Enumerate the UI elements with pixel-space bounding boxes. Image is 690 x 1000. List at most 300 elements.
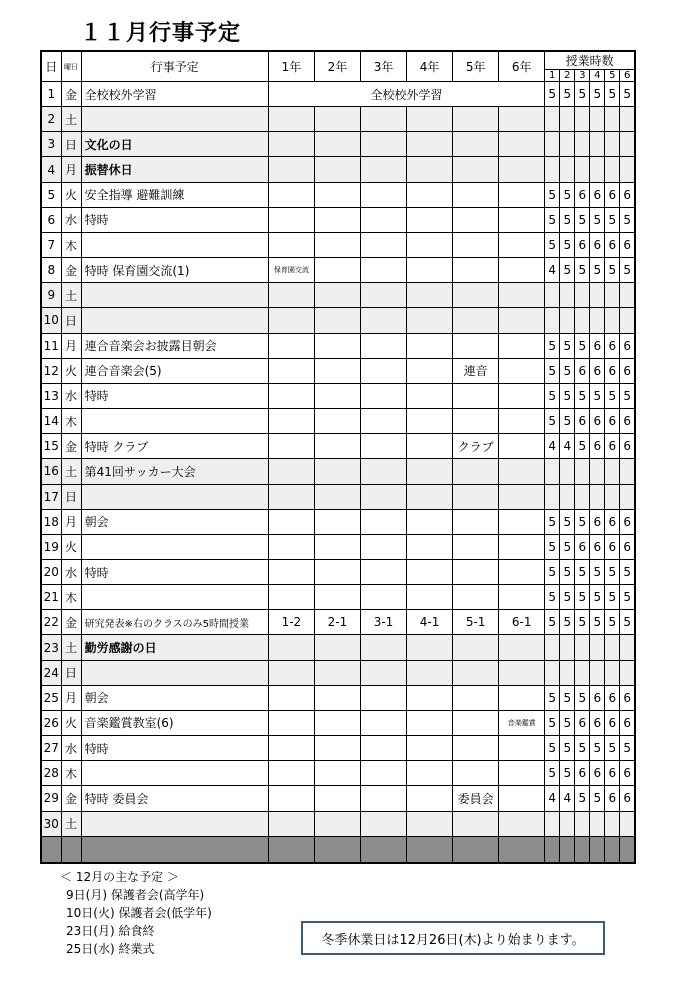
dow-cell: 水 [61,559,81,584]
header-grade-6: 6年 [499,51,545,82]
hours-cell: 5 [560,409,575,434]
grade-cell [268,559,314,584]
hours-cell [575,132,590,157]
dow-cell: 土 [61,283,81,308]
hours-cell: 5 [545,534,560,559]
hours-cell [575,635,590,660]
hours-cell: 5 [620,559,635,584]
hours-cell: 5 [590,207,605,232]
hours-cell: 6 [605,509,620,534]
grade-cell [453,710,499,735]
hours-cell: 5 [560,182,575,207]
hours-cell [575,811,590,836]
notes-heading: ＜ 12月の主な予定 ＞ [60,870,179,884]
hours-cell: 6 [590,534,605,559]
grade-cell [499,132,545,157]
hours-cell [545,107,560,132]
hours-cell: 5 [560,383,575,408]
event-cell [81,660,268,685]
schedule-row [41,685,635,710]
grade-cell [407,258,453,283]
hours-cell: 5 [545,182,560,207]
grade-cell [360,157,406,182]
schedule-table [40,50,636,864]
schedule-row [41,409,635,434]
hours-cell: 5 [545,761,560,786]
day-cell: 29 [41,786,61,811]
grade-cell [499,358,545,383]
grade-cell [360,459,406,484]
hours-cell [560,484,575,509]
grade-cell [360,534,406,559]
hours-cell: 4 [560,786,575,811]
hours-cell: 6 [605,534,620,559]
schedule-row [41,107,635,132]
hours-cell: 6 [575,232,590,257]
day-cell: 3 [41,132,61,157]
grade-cell [360,232,406,257]
footer-cell [560,836,575,863]
hours-cell: 6 [620,710,635,735]
hours-cell: 6 [605,409,620,434]
dow-cell: 土 [61,811,81,836]
hours-cell [605,484,620,509]
hours-cell: 6 [620,358,635,383]
grade-cell [407,635,453,660]
grade-cell [314,358,360,383]
hours-cell: 5 [605,383,620,408]
day-cell: 7 [41,232,61,257]
hours-cell [620,811,635,836]
dow-cell: 日 [61,132,81,157]
hours-cell: 5 [605,559,620,584]
hours-cell [590,811,605,836]
grade-cell [314,660,360,685]
hours-cell: 5 [545,585,560,610]
grade-cell [314,383,360,408]
winter-break-notice: 冬季休業日は12月26日(木)より始まります。 [301,921,605,955]
dow-cell: 金 [61,786,81,811]
schedule-row [41,333,635,358]
hours-cell: 5 [575,509,590,534]
event-cell [81,107,268,132]
day-cell: 9 [41,283,61,308]
grade-cell [407,333,453,358]
day-cell: 2 [41,107,61,132]
hours-cell [620,107,635,132]
hours-cell: 6 [605,710,620,735]
hours-cell: 5 [620,585,635,610]
grade-cell [407,685,453,710]
event-cell [81,409,268,434]
day-cell: 12 [41,358,61,383]
hours-cell: 5 [560,585,575,610]
grade-cell [407,157,453,182]
hours-cell [560,308,575,333]
grade-cell [499,434,545,459]
hours-cell: 5 [545,509,560,534]
grade-cell [499,559,545,584]
grade-cell: 1-2 [268,610,314,635]
hours-cell: 6 [605,786,620,811]
schedule-row [41,358,635,383]
footer-cell [61,836,81,863]
grade-cell: 保育園交流 [268,258,314,283]
event-cell [81,761,268,786]
footer-cell [499,836,545,863]
schedule-row [41,157,635,182]
day-cell: 4 [41,157,61,182]
hours-cell: 6 [620,509,635,534]
grade-cell [360,635,406,660]
grade-cell [314,283,360,308]
grade-cell [453,585,499,610]
grade-cell [407,660,453,685]
grade-cell [360,685,406,710]
dow-cell: 月 [61,509,81,534]
hours-cell: 6 [605,358,620,383]
hours-cell: 6 [590,333,605,358]
grade-cell [453,232,499,257]
hours-cell [560,132,575,157]
dow-cell: 火 [61,534,81,559]
notes-item: 23日(月) 給食終 [66,924,155,938]
grade-cell [268,585,314,610]
day-cell: 30 [41,811,61,836]
hours-cell: 6 [590,358,605,383]
hours-cell: 5 [590,736,605,761]
hours-cell: 5 [605,82,620,107]
hours-cell: 6 [620,182,635,207]
footer-cell [268,836,314,863]
grade-cell [453,409,499,434]
header-grade-1: 1年 [268,51,314,82]
grade-cell [268,761,314,786]
hours-cell: 5 [590,610,605,635]
footer-cell [575,836,590,863]
header-grade-4: 4年 [407,51,453,82]
grade-cell [360,434,406,459]
grade-cell [407,434,453,459]
footer-cell [314,836,360,863]
event-cell: 研究発表※右のクラスのみ5時間授業 [81,610,268,635]
grade-cell [360,811,406,836]
event-cell: 特時 クラブ [81,434,268,459]
hours-cell: 5 [575,585,590,610]
grade-cell [453,484,499,509]
hours-cell: 5 [545,383,560,408]
december-notes [60,868,212,958]
day-cell: 22 [41,610,61,635]
hours-cell: 5 [575,383,590,408]
grade-cell [407,484,453,509]
grade-cell: 連音 [453,358,499,383]
hours-cell: 5 [605,585,620,610]
grade-cell [360,660,406,685]
event-cell [81,484,268,509]
header-hour-col: 6 [620,70,635,82]
header-grade-3: 3年 [360,51,406,82]
grade-cell [314,786,360,811]
schedule-row [41,585,635,610]
hours-cell: 5 [605,207,620,232]
hours-cell [590,132,605,157]
header-hour-col: 3 [575,70,590,82]
schedule-row [41,82,635,107]
header-hour-col: 4 [590,70,605,82]
event-cell: 朝会 [81,685,268,710]
day-cell: 27 [41,736,61,761]
grade-cell [453,736,499,761]
hours-cell: 5 [605,736,620,761]
grade-cell [360,107,406,132]
grade-cell [268,157,314,182]
grade-cell [499,107,545,132]
schedule-row [41,258,635,283]
grade-cell [453,207,499,232]
hours-cell: 4 [560,434,575,459]
schedule-row [41,459,635,484]
grade-cell [268,685,314,710]
hours-cell [545,157,560,182]
notes-item: 10日(火) 保護者会(低学年) [66,906,212,920]
grade-cell [314,534,360,559]
hours-cell [590,484,605,509]
event-cell: 振替休日 [81,157,268,182]
day-cell: 1 [41,82,61,107]
grade-cell [407,409,453,434]
hours-cell: 5 [560,761,575,786]
hours-cell: 5 [545,559,560,584]
grade-cell [314,207,360,232]
event-cell: 特時 [81,383,268,408]
grade-cell [360,786,406,811]
event-cell [81,308,268,333]
grade-cell [268,660,314,685]
grade-cell [268,635,314,660]
grade-cell: 4-1 [407,610,453,635]
header-hour-col: 5 [605,70,620,82]
grade-cell [453,157,499,182]
grade-cell [453,635,499,660]
day-cell: 19 [41,534,61,559]
dow-cell: 火 [61,358,81,383]
grade-cell [314,308,360,333]
grade-cell [499,635,545,660]
dow-cell: 水 [61,736,81,761]
hours-cell: 6 [590,761,605,786]
grade-cell [314,333,360,358]
hours-cell [575,283,590,308]
hours-cell [545,484,560,509]
grade-cell [499,157,545,182]
grade-cell: 6-1 [499,610,545,635]
grade-cell: 委員会 [453,786,499,811]
grade-cell [314,459,360,484]
hours-cell: 6 [575,409,590,434]
grade-cell [407,585,453,610]
hours-cell [590,459,605,484]
header-event: 行事予定 [81,51,268,82]
grade-cell [360,710,406,735]
grade-cell [314,107,360,132]
hours-cell: 5 [620,258,635,283]
grade-cell [268,811,314,836]
grade-cell [407,459,453,484]
dow-cell: 土 [61,635,81,660]
grade-cell [499,409,545,434]
hours-cell: 5 [590,383,605,408]
grade-cell [407,811,453,836]
schedule-row [41,660,635,685]
hours-cell [545,660,560,685]
hours-cell: 6 [620,409,635,434]
schedule-row [41,484,635,509]
day-cell: 15 [41,434,61,459]
hours-cell [575,157,590,182]
hours-cell: 4 [545,434,560,459]
grade-cell [453,685,499,710]
hours-cell: 5 [560,232,575,257]
grade-cell [453,509,499,534]
hours-cell: 5 [560,685,575,710]
hours-cell [560,660,575,685]
grade-cell [407,107,453,132]
hours-cell: 4 [545,258,560,283]
grade-cell [314,132,360,157]
hours-cell [620,484,635,509]
hours-cell: 5 [575,82,590,107]
grade-cell [314,736,360,761]
event-cell: 全校校外学習 [81,82,268,107]
schedule-row [41,761,635,786]
hours-cell [620,132,635,157]
grade-cell [360,308,406,333]
event-cell: 特時 委員会 [81,786,268,811]
grade-cell [453,308,499,333]
hours-cell: 5 [560,736,575,761]
event-cell [81,534,268,559]
dow-cell: 金 [61,258,81,283]
grade-cell [453,283,499,308]
dow-cell: 木 [61,232,81,257]
event-cell: 特時 保育園交流(1) [81,258,268,283]
day-cell: 16 [41,459,61,484]
hours-cell: 6 [620,333,635,358]
footer-cell [620,836,635,863]
day-cell: 23 [41,635,61,660]
grade-cell [453,132,499,157]
grade-cell [268,484,314,509]
header-dow: 曜日 [61,51,81,82]
hours-cell: 5 [575,207,590,232]
dow-cell: 水 [61,207,81,232]
hours-cell: 6 [590,232,605,257]
schedule-row [41,786,635,811]
hours-cell: 5 [560,358,575,383]
hours-cell: 5 [575,559,590,584]
hours-cell: 6 [620,786,635,811]
grade-cell [360,358,406,383]
grade-cell [360,761,406,786]
day-cell: 25 [41,685,61,710]
schedule-footer-row [41,836,635,863]
grade-cell [268,736,314,761]
hours-cell: 5 [620,82,635,107]
hours-cell [620,660,635,685]
hours-cell [560,811,575,836]
header-hour-col: 2 [560,70,575,82]
grade-cell: 5-1 [453,610,499,635]
grade-cell [453,534,499,559]
hours-cell [620,283,635,308]
footer-cell [360,836,406,863]
hours-cell: 5 [590,258,605,283]
hours-cell [590,107,605,132]
grade-cell [314,157,360,182]
grade-cell [268,786,314,811]
hours-cell: 5 [545,409,560,434]
hours-cell: 6 [620,232,635,257]
hours-cell [545,459,560,484]
grade-cell [268,358,314,383]
hours-cell: 6 [620,434,635,459]
grade-cell [314,434,360,459]
dow-cell: 木 [61,585,81,610]
grade-cell [499,585,545,610]
hours-cell: 6 [575,182,590,207]
dow-cell: 月 [61,333,81,358]
hours-cell [620,635,635,660]
grade-cell [407,509,453,534]
grade-cell [499,534,545,559]
schedule-row [41,383,635,408]
event-cell: 勤労感謝の日 [81,635,268,660]
grade-cell [407,358,453,383]
grade-cell [499,811,545,836]
grade-cell [360,409,406,434]
hours-cell [560,283,575,308]
schedule-row [41,710,635,735]
event-cell: 特時 [81,207,268,232]
grade-cell [314,232,360,257]
grade-cell [314,409,360,434]
hours-cell: 6 [590,685,605,710]
footer-cell [41,836,61,863]
hours-cell: 5 [590,82,605,107]
header-hours: 授業時数 [545,51,635,70]
grade-cell [268,232,314,257]
grade-cell [499,383,545,408]
grade-cell [407,761,453,786]
grade-cell [268,459,314,484]
schedule-row [41,559,635,584]
hours-cell: 5 [620,610,635,635]
grade-cell: 2-1 [314,610,360,635]
hours-cell: 5 [575,333,590,358]
hours-cell: 6 [575,761,590,786]
grade-cell [314,258,360,283]
hours-cell: 6 [575,534,590,559]
event-cell [81,232,268,257]
grade-cell [360,132,406,157]
event-cell: 連合音楽会お披露目朝会 [81,333,268,358]
hours-cell [545,635,560,660]
hours-cell: 5 [545,710,560,735]
day-cell: 6 [41,207,61,232]
grade-cell [268,383,314,408]
hours-cell: 5 [545,610,560,635]
